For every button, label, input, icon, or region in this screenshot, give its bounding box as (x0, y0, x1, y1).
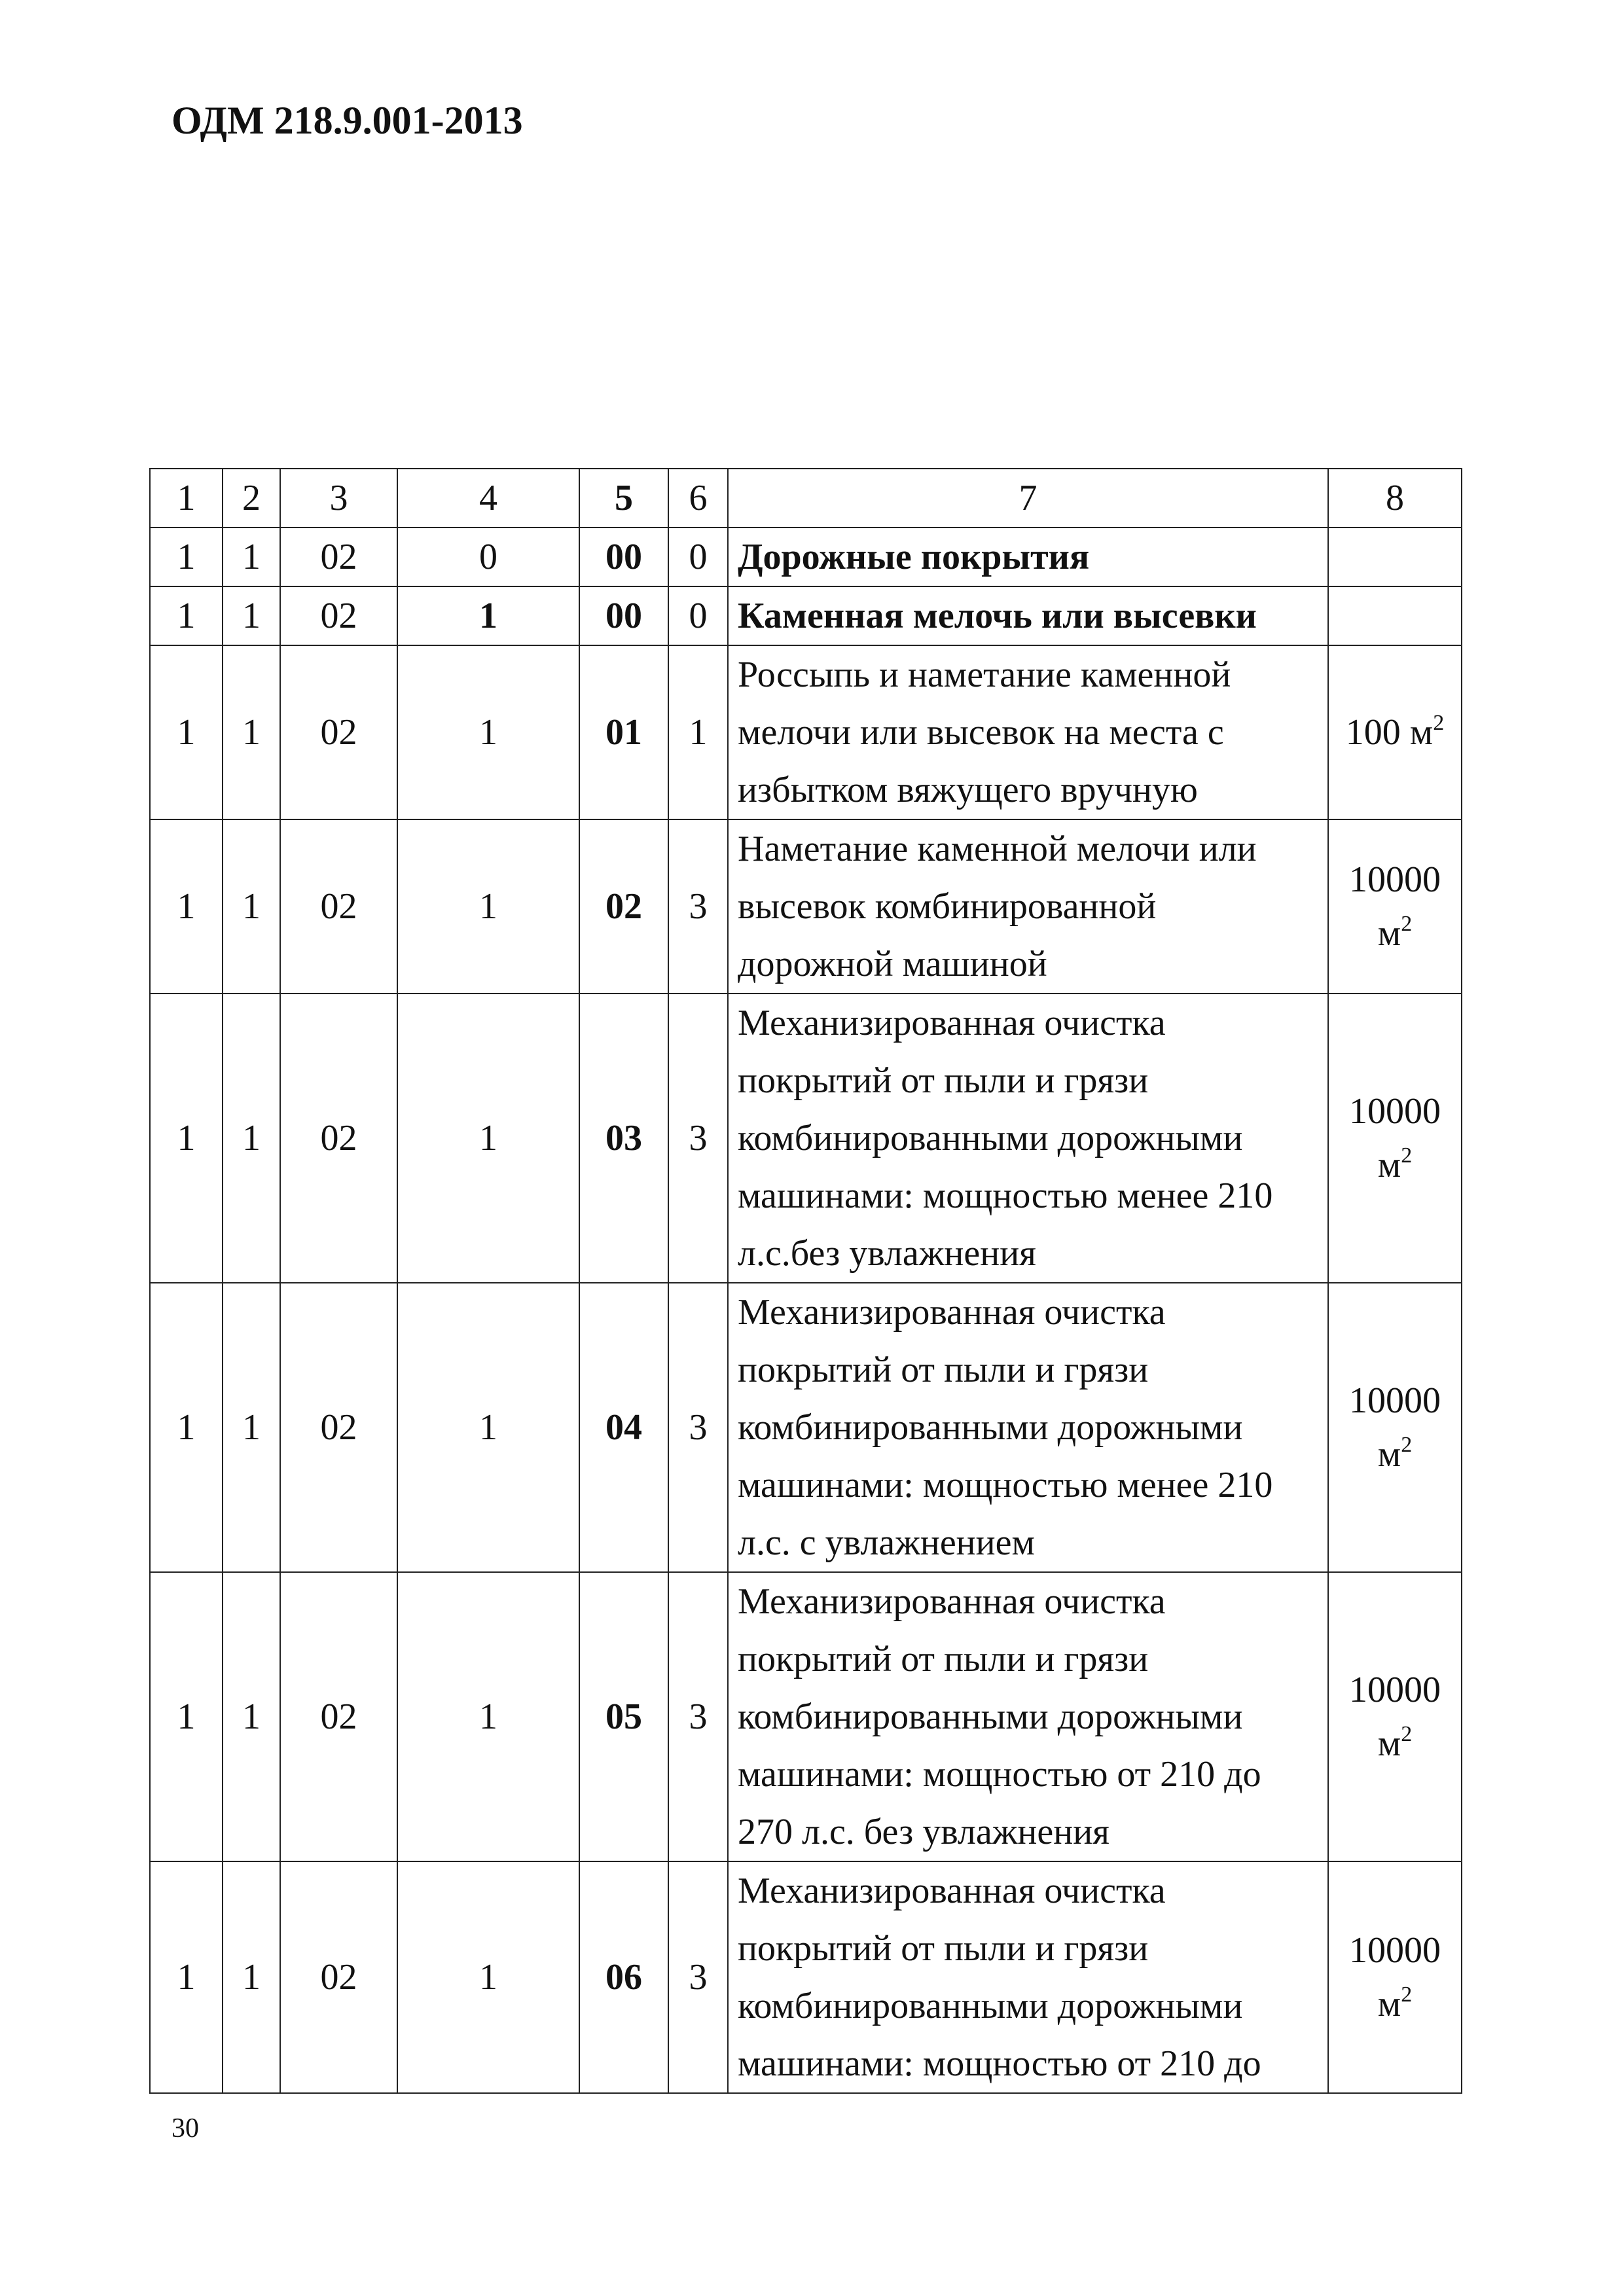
unit-cell (1328, 1861, 1462, 2093)
unit-cell (1328, 1572, 1462, 1861)
unit-superscript: 2 (1401, 1722, 1413, 1746)
unit-superscript: 2 (1401, 1982, 1413, 2007)
table-header-row (150, 469, 1462, 528)
column-header: 4 (397, 469, 579, 528)
code-cell-c4: 1 (397, 994, 579, 1283)
code-cell-c2: 1 (223, 528, 280, 586)
code-cell-c5: 06 (579, 1861, 668, 2093)
unit-text: 10000 м (1349, 1091, 1441, 1185)
work-name-cell: Механизированная очистка покрытий от пыли и грязи комбинированными дорожными машинами: мощностью менее 210 л.с. с увлажнением (728, 1283, 1328, 1572)
code-cell-c5: 05 (579, 1572, 668, 1861)
unit-superscript: 2 (1401, 1433, 1413, 1457)
table-body (150, 528, 1462, 2093)
code-cell-c3: 02 (280, 994, 397, 1283)
code-cell-c5: 04 (579, 1283, 668, 1572)
code-cell-c2: 1 (223, 1572, 280, 1861)
code-cell-c4: 1 (397, 1283, 579, 1572)
code-cell-c6: 3 (668, 1572, 728, 1861)
work-name-cell: Россыпь и наметание каменной мелочи или высевок на места с избытком вяжущего вручную (728, 645, 1328, 819)
table-row (150, 819, 1462, 994)
unit-text: 100 м (1345, 712, 1434, 753)
unit-cell (1328, 645, 1462, 819)
table-row (150, 1572, 1462, 1861)
unit-text: 10000 м (1349, 1670, 1441, 1764)
code-cell-c4: 1 (397, 1572, 579, 1861)
code-cell-c4: 0 (397, 528, 579, 586)
unit-text: 10000 м (1349, 1380, 1441, 1475)
classifier-table (149, 468, 1462, 2094)
work-name-cell: Наметание каменной мелочи или высевок комбинированной дорожной машиной (728, 819, 1328, 994)
unit-superscript: 2 (1401, 912, 1413, 936)
code-cell-c6: 1 (668, 645, 728, 819)
table-row (150, 586, 1462, 645)
code-cell-c1: 1 (150, 1572, 223, 1861)
work-name-cell: Каменная мелочь или высевки (728, 586, 1328, 645)
code-cell-c3: 02 (280, 586, 397, 645)
code-cell-c6: 3 (668, 994, 728, 1283)
unit-cell (1328, 819, 1462, 994)
column-header: 1 (150, 469, 223, 528)
code-cell-c2: 1 (223, 1283, 280, 1572)
code-cell-c1: 1 (150, 1861, 223, 2093)
column-header: 2 (223, 469, 280, 528)
unit-text: 10000 м (1349, 859, 1441, 954)
code-cell-c4: 1 (397, 819, 579, 994)
table-row (150, 1861, 1462, 2093)
code-cell-c1: 1 (150, 586, 223, 645)
code-cell-c5: 01 (579, 645, 668, 819)
document-code: ОДМ 218.9.001-2013 (171, 99, 523, 142)
code-cell-c6: 3 (668, 819, 728, 994)
work-name-cell: Механизированная очистка покрытий от пыли и грязи комбинированными дорожными машинами: мощностью от 210 до (728, 1861, 1328, 2093)
code-cell-c2: 1 (223, 586, 280, 645)
unit-cell (1328, 528, 1462, 586)
unit-superscript: 2 (1433, 711, 1445, 735)
column-header: 6 (668, 469, 728, 528)
code-cell-c2: 1 (223, 645, 280, 819)
column-header: 3 (280, 469, 397, 528)
code-cell-c2: 1 (223, 1861, 280, 2093)
code-cell-c5: 00 (579, 528, 668, 586)
code-cell-c6: 3 (668, 1861, 728, 2093)
work-name-cell: Дорожные покрытия (728, 528, 1328, 586)
code-cell-c3: 02 (280, 819, 397, 994)
work-name-cell: Механизированная очистка покрытий от пыли и грязи комбинированными дорожными машинами: мощностью менее 210 л.с.без увлажнения (728, 994, 1328, 1283)
code-cell-c4: 1 (397, 1861, 579, 2093)
code-cell-c1: 1 (150, 645, 223, 819)
code-cell-c6: 0 (668, 528, 728, 586)
code-cell-c1: 1 (150, 994, 223, 1283)
code-cell-c4: 1 (397, 586, 579, 645)
code-cell-c2: 1 (223, 819, 280, 994)
code-cell-c6: 0 (668, 586, 728, 645)
work-name-cell: Механизированная очистка покрытий от пыли и грязи комбинированными дорожными машинами: мощностью от 210 до 270 л.с. без увлажнения (728, 1572, 1328, 1861)
code-cell-c5: 03 (579, 994, 668, 1283)
code-cell-c1: 1 (150, 1283, 223, 1572)
unit-superscript: 2 (1401, 1143, 1413, 1168)
unit-cell (1328, 994, 1462, 1283)
unit-cell (1328, 586, 1462, 645)
table-row (150, 528, 1462, 586)
column-header: 8 (1328, 469, 1462, 528)
code-cell-c6: 3 (668, 1283, 728, 1572)
table-row (150, 645, 1462, 819)
code-cell-c5: 02 (579, 819, 668, 994)
code-cell-c2: 1 (223, 994, 280, 1283)
table-row (150, 1283, 1462, 1572)
column-header: 5 (579, 469, 668, 528)
page-number: 30 (171, 2113, 199, 2144)
code-cell-c3: 02 (280, 528, 397, 586)
unit-text: 10000 м (1349, 1930, 1441, 2024)
code-cell-c5: 00 (579, 586, 668, 645)
code-cell-c3: 02 (280, 1283, 397, 1572)
code-cell-c3: 02 (280, 645, 397, 819)
code-cell-c3: 02 (280, 1861, 397, 2093)
code-cell-c3: 02 (280, 1572, 397, 1861)
code-cell-c1: 1 (150, 528, 223, 586)
column-header: 7 (728, 469, 1328, 528)
unit-cell (1328, 1283, 1462, 1572)
code-cell-c4: 1 (397, 645, 579, 819)
code-cell-c1: 1 (150, 819, 223, 994)
table-row (150, 994, 1462, 1283)
